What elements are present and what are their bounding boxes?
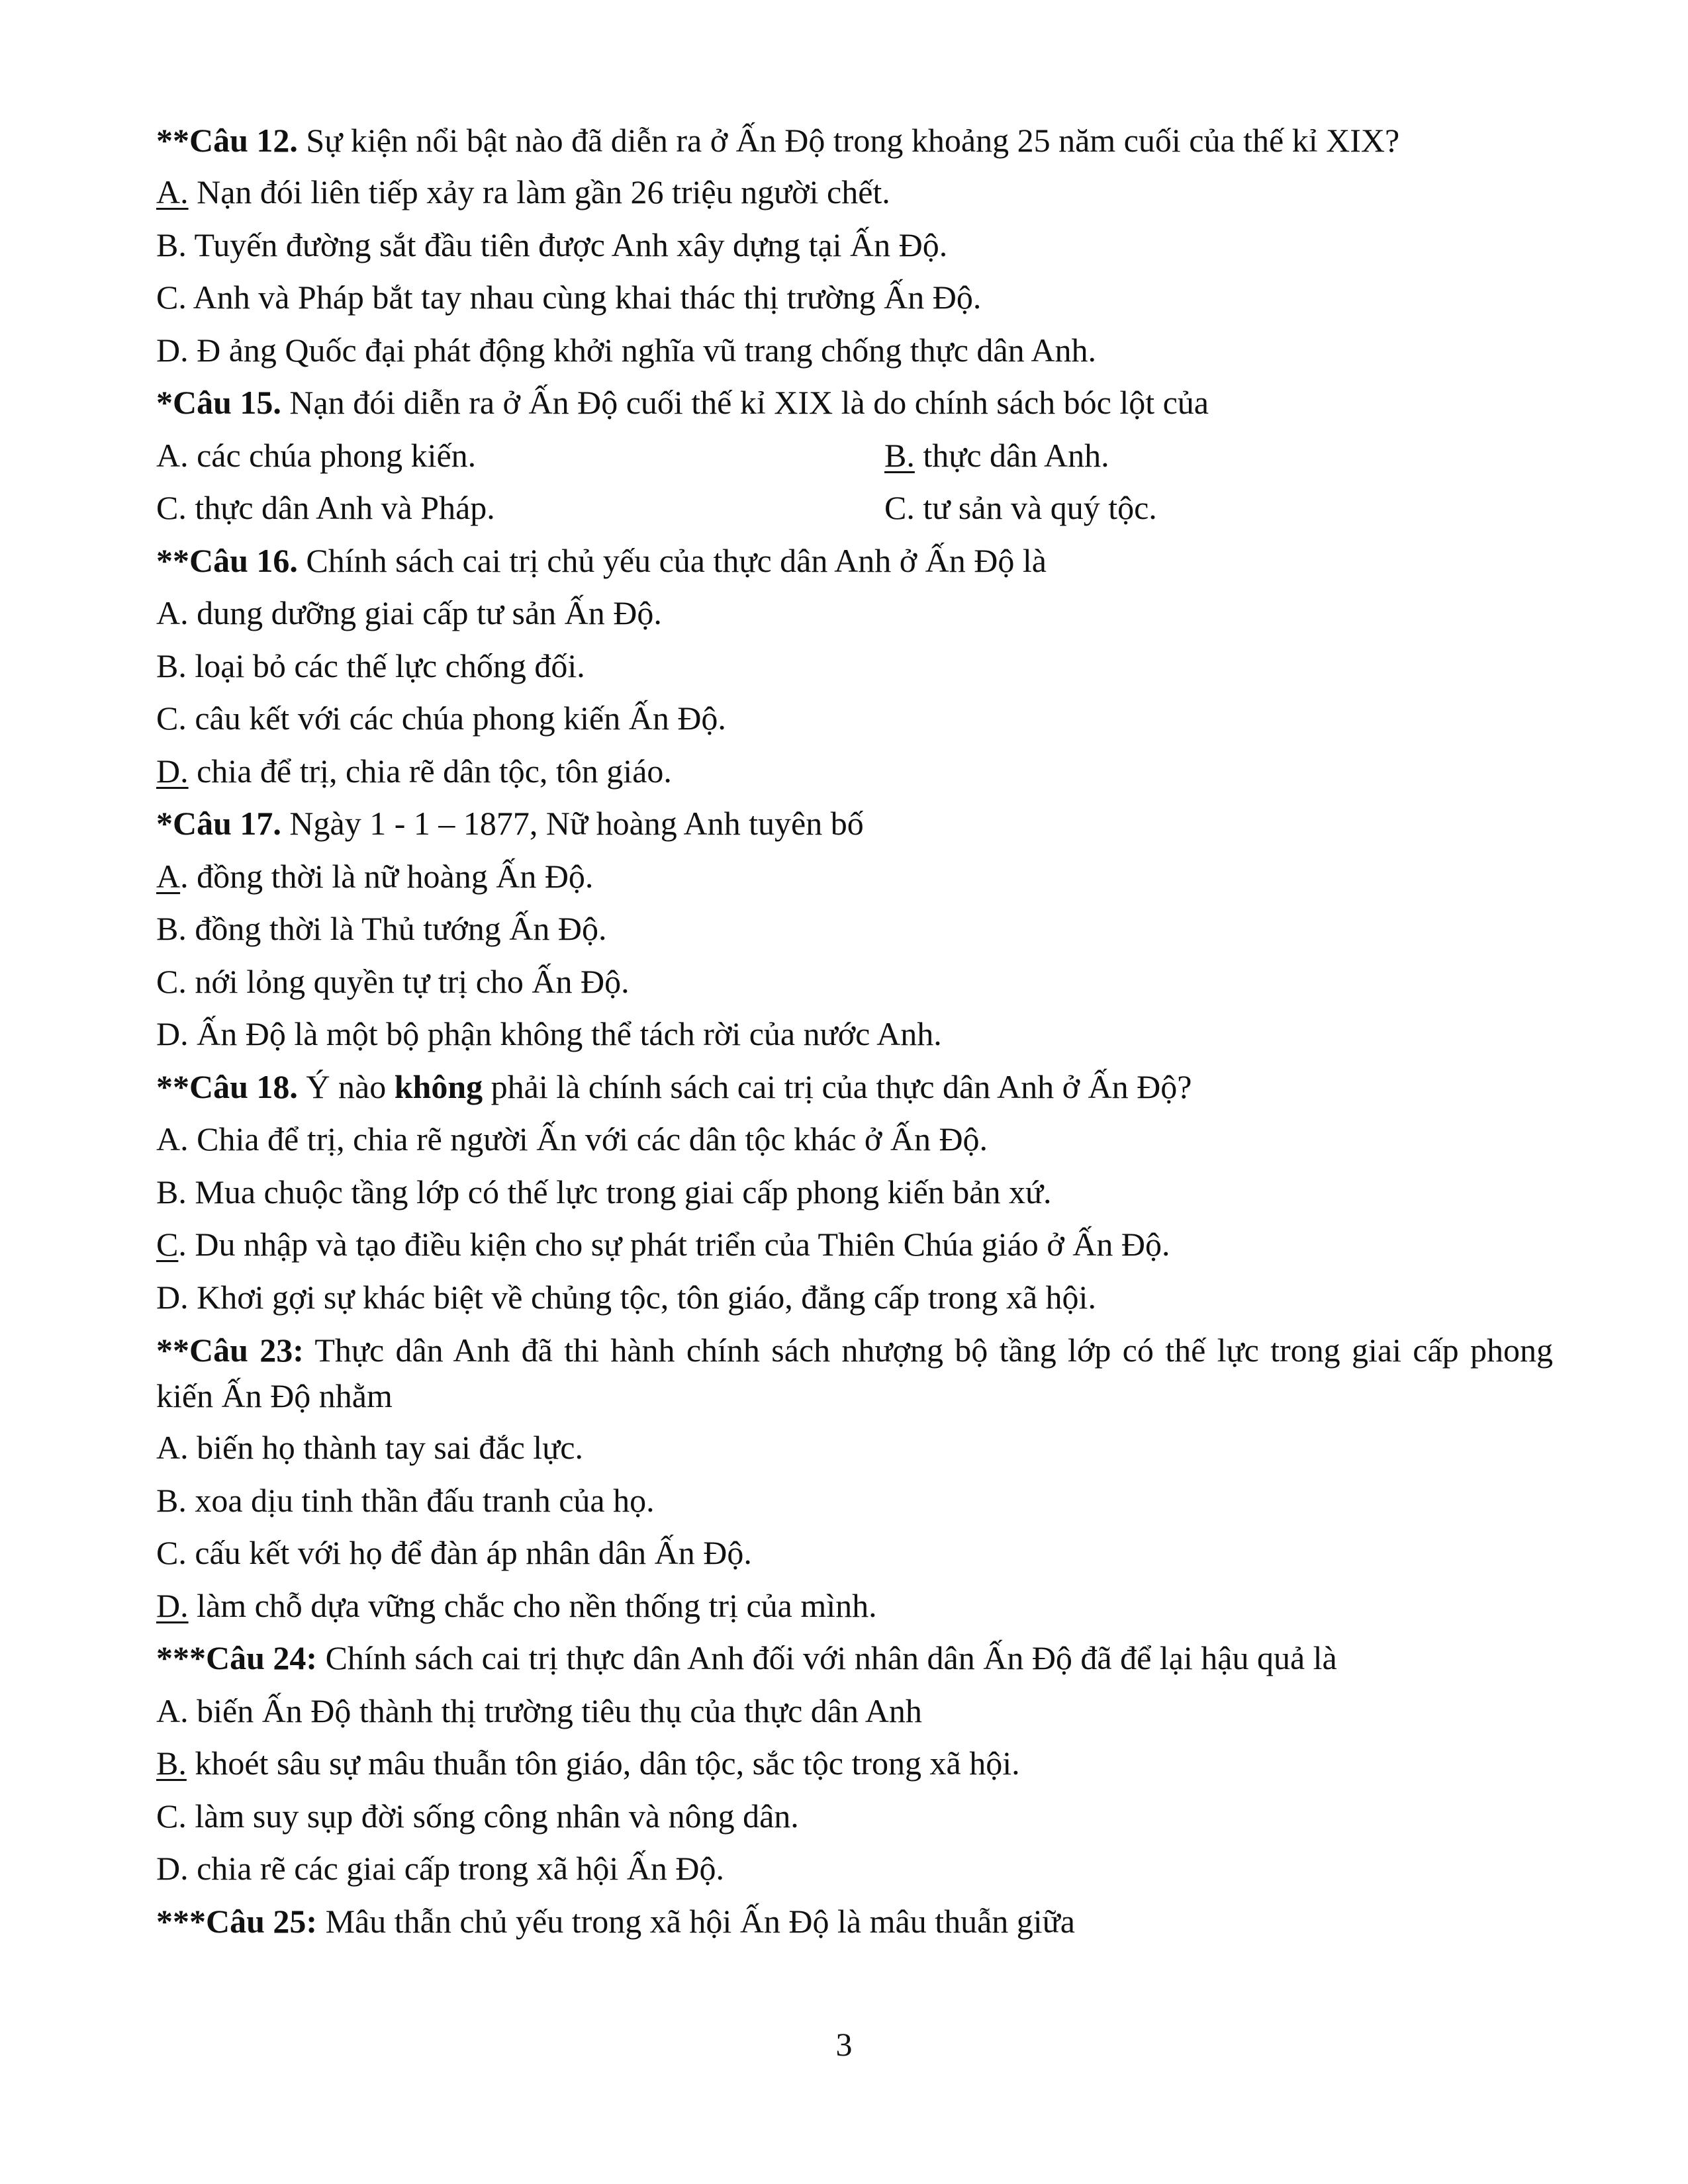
answer-key: B.: [884, 436, 915, 474]
q23-option-a: A. biến họ thành tay sai đắc lực.: [156, 1429, 583, 1466]
question-23: [156, 1324, 1553, 1422]
q12-option-a: A. Nạn đói liên tiếp xảy ra làm gần 26 triệu người chết.: [156, 173, 890, 210]
q15-option-a: A. các chúa phong kiến.: [156, 436, 477, 474]
answer-key: D.: [156, 1586, 189, 1624]
question-text: Sự kiện nổi bật nào đã diễn ra ở Ấn Độ trong khoảng 25 năm cuối của thế kỉ XIX?: [297, 122, 1400, 159]
q15-option-d: C. tư sản và quý tộc.: [884, 489, 1157, 526]
question-label: Câu 17.: [173, 805, 281, 842]
q24-option-d: D. chia rẽ các giai cấp trong xã hội Ấn Độ.: [156, 1850, 725, 1887]
question-16: [156, 535, 1553, 588]
answer-key: A: [156, 857, 181, 895]
q16-option-a: A. dung dưỡng giai cấp tư sản Ấn Độ.: [156, 594, 662, 631]
answer-key: C: [156, 1226, 179, 1263]
difficulty-stars: ***: [156, 1639, 206, 1676]
question-text: Thực dân Anh đã thi hành chính sách nhượng bộ tầng lớp có thế lực trong giai cấp phong kiến Ấn Độ nhằm: [156, 1332, 1553, 1414]
q24-option-c: C. làm suy sụp đời sống công nhân và nông dân.: [156, 1797, 799, 1835]
question-text: Nạn đói diễn ra ở Ấn Độ cuối thế kỉ XIX là do chính sách bóc lột của: [281, 384, 1209, 421]
q12-option-c: C. Anh và Pháp bắt tay nhau cùng khai thác thị trường Ấn Độ.: [156, 279, 982, 316]
question-text: Ngày 1 - 1 – 1877, Nữ hoàng Anh tuyên bố: [281, 805, 864, 842]
difficulty-stars: **: [156, 1332, 189, 1369]
q17-option-c: C. nới lỏng quyền tự trị cho Ấn Độ.: [156, 962, 630, 1000]
question-list: [156, 114, 1553, 1948]
question-label: Câu 16.: [189, 541, 298, 579]
q16-option-d: D. chia để trị, chia rẽ dân tộc, tôn giáo.: [156, 752, 672, 790]
difficulty-stars: **: [156, 122, 189, 159]
page-number: 3: [835, 2026, 853, 2063]
difficulty-stars: *: [156, 384, 173, 421]
difficulty-stars: *: [156, 805, 173, 842]
q18-option-c: C. Du nhập và tạo điều kiện cho sự phát triển của Thiên Chúa giáo ở Ấn Độ.: [156, 1226, 1170, 1263]
question-25: [156, 1895, 1553, 1948]
question-label: Câu 18.: [189, 1068, 298, 1105]
q23-option-c: C. cấu kết với họ để đàn áp nhân dân Ấn Độ.: [156, 1534, 752, 1571]
q24-option-a: A. biến Ấn Độ thành thị trường tiêu thụ của thực dân Anh: [156, 1692, 922, 1729]
question-text: Chính sách cai trị thực dân Anh đối với nhân dân Ấn Độ đã để lại hậu quả là: [317, 1639, 1337, 1676]
q23-option-b: B. xoa dịu tinh thần đấu tranh của họ.: [156, 1481, 655, 1519]
q16-option-b: B. loại bỏ các thế lực chống đối.: [156, 647, 585, 684]
difficulty-stars: **: [156, 1068, 189, 1105]
question-text: Mâu thẫn chủ yếu trong xã hội Ấn Độ là mâu thuẫn giữa: [317, 1902, 1075, 1940]
question-text: Chính sách cai trị chủ yếu của thực dân Anh ở Ấn Độ là: [297, 541, 1047, 579]
q12-option-d: D. Đ ảng Quốc đại phát động khởi nghĩa vũ trang chống thực dân Anh.: [156, 331, 1096, 369]
question-label: Câu 24:: [206, 1639, 318, 1676]
answer-key: A.: [156, 173, 189, 210]
q15-options-row-2: [156, 482, 1553, 535]
answer-key: D.: [156, 752, 189, 790]
q16-option-c: C. câu kết với các chúa phong kiến Ấn Độ.: [156, 700, 726, 737]
question-label: Câu 12.: [189, 122, 298, 159]
question-18: **Câu 18. Ý nào không phải là chính sách cai trị của thực dân Anh ở Ấn Độ?: [156, 1068, 1192, 1105]
q17-option-a: A. đồng thời là nữ hoàng Ấn Độ.: [156, 857, 594, 895]
difficulty-stars: ***: [156, 1902, 206, 1940]
q15-option-b: B. thực dân Anh.: [884, 436, 1109, 474]
q15-option-c: C. thực dân Anh và Pháp.: [156, 489, 495, 526]
question-15: [156, 377, 1553, 430]
question-17: [156, 797, 1553, 850]
difficulty-stars: **: [156, 541, 189, 579]
question-label: Câu 23:: [189, 1332, 304, 1369]
q15-options-row-1: [156, 430, 1553, 482]
q17-option-b: B. đồng thời là Thủ tướng Ấn Độ.: [156, 910, 607, 947]
q18-option-d: D. Khơi gợi sự khác biệt về chủng tộc, tôn giáo, đẳng cấp trong xã hội.: [156, 1278, 1096, 1316]
q12-option-b: B. Tuyến đường sắt đầu tiên được Anh xây dựng tại Ấn Độ.: [156, 226, 948, 263]
negation-emphasis: không: [394, 1068, 483, 1105]
q23-option-d: D. làm chỗ dựa vững chắc cho nền thống trị của mình.: [156, 1586, 877, 1624]
question-12: [156, 114, 1553, 166]
answer-key: B.: [156, 1745, 187, 1782]
question-24: [156, 1632, 1553, 1685]
question-label: Câu 25:: [206, 1902, 318, 1940]
q24-option-b: B. khoét sâu sự mâu thuẫn tôn giáo, dân tộc, sắc tộc trong xã hội.: [156, 1745, 1020, 1782]
question-label: Câu 15.: [173, 384, 281, 421]
q17-option-d: D. Ấn Độ là một bộ phận không thể tách rời của nước Anh.: [156, 1015, 942, 1052]
q18-option-b: B. Mua chuộc tầng lớp có thế lực trong giai cấp phong kiến bản xứ.: [156, 1173, 1052, 1210]
q18-option-a: A. Chia để trị, chia rẽ người Ấn với các dân tộc khác ở Ấn Độ.: [156, 1120, 988, 1158]
